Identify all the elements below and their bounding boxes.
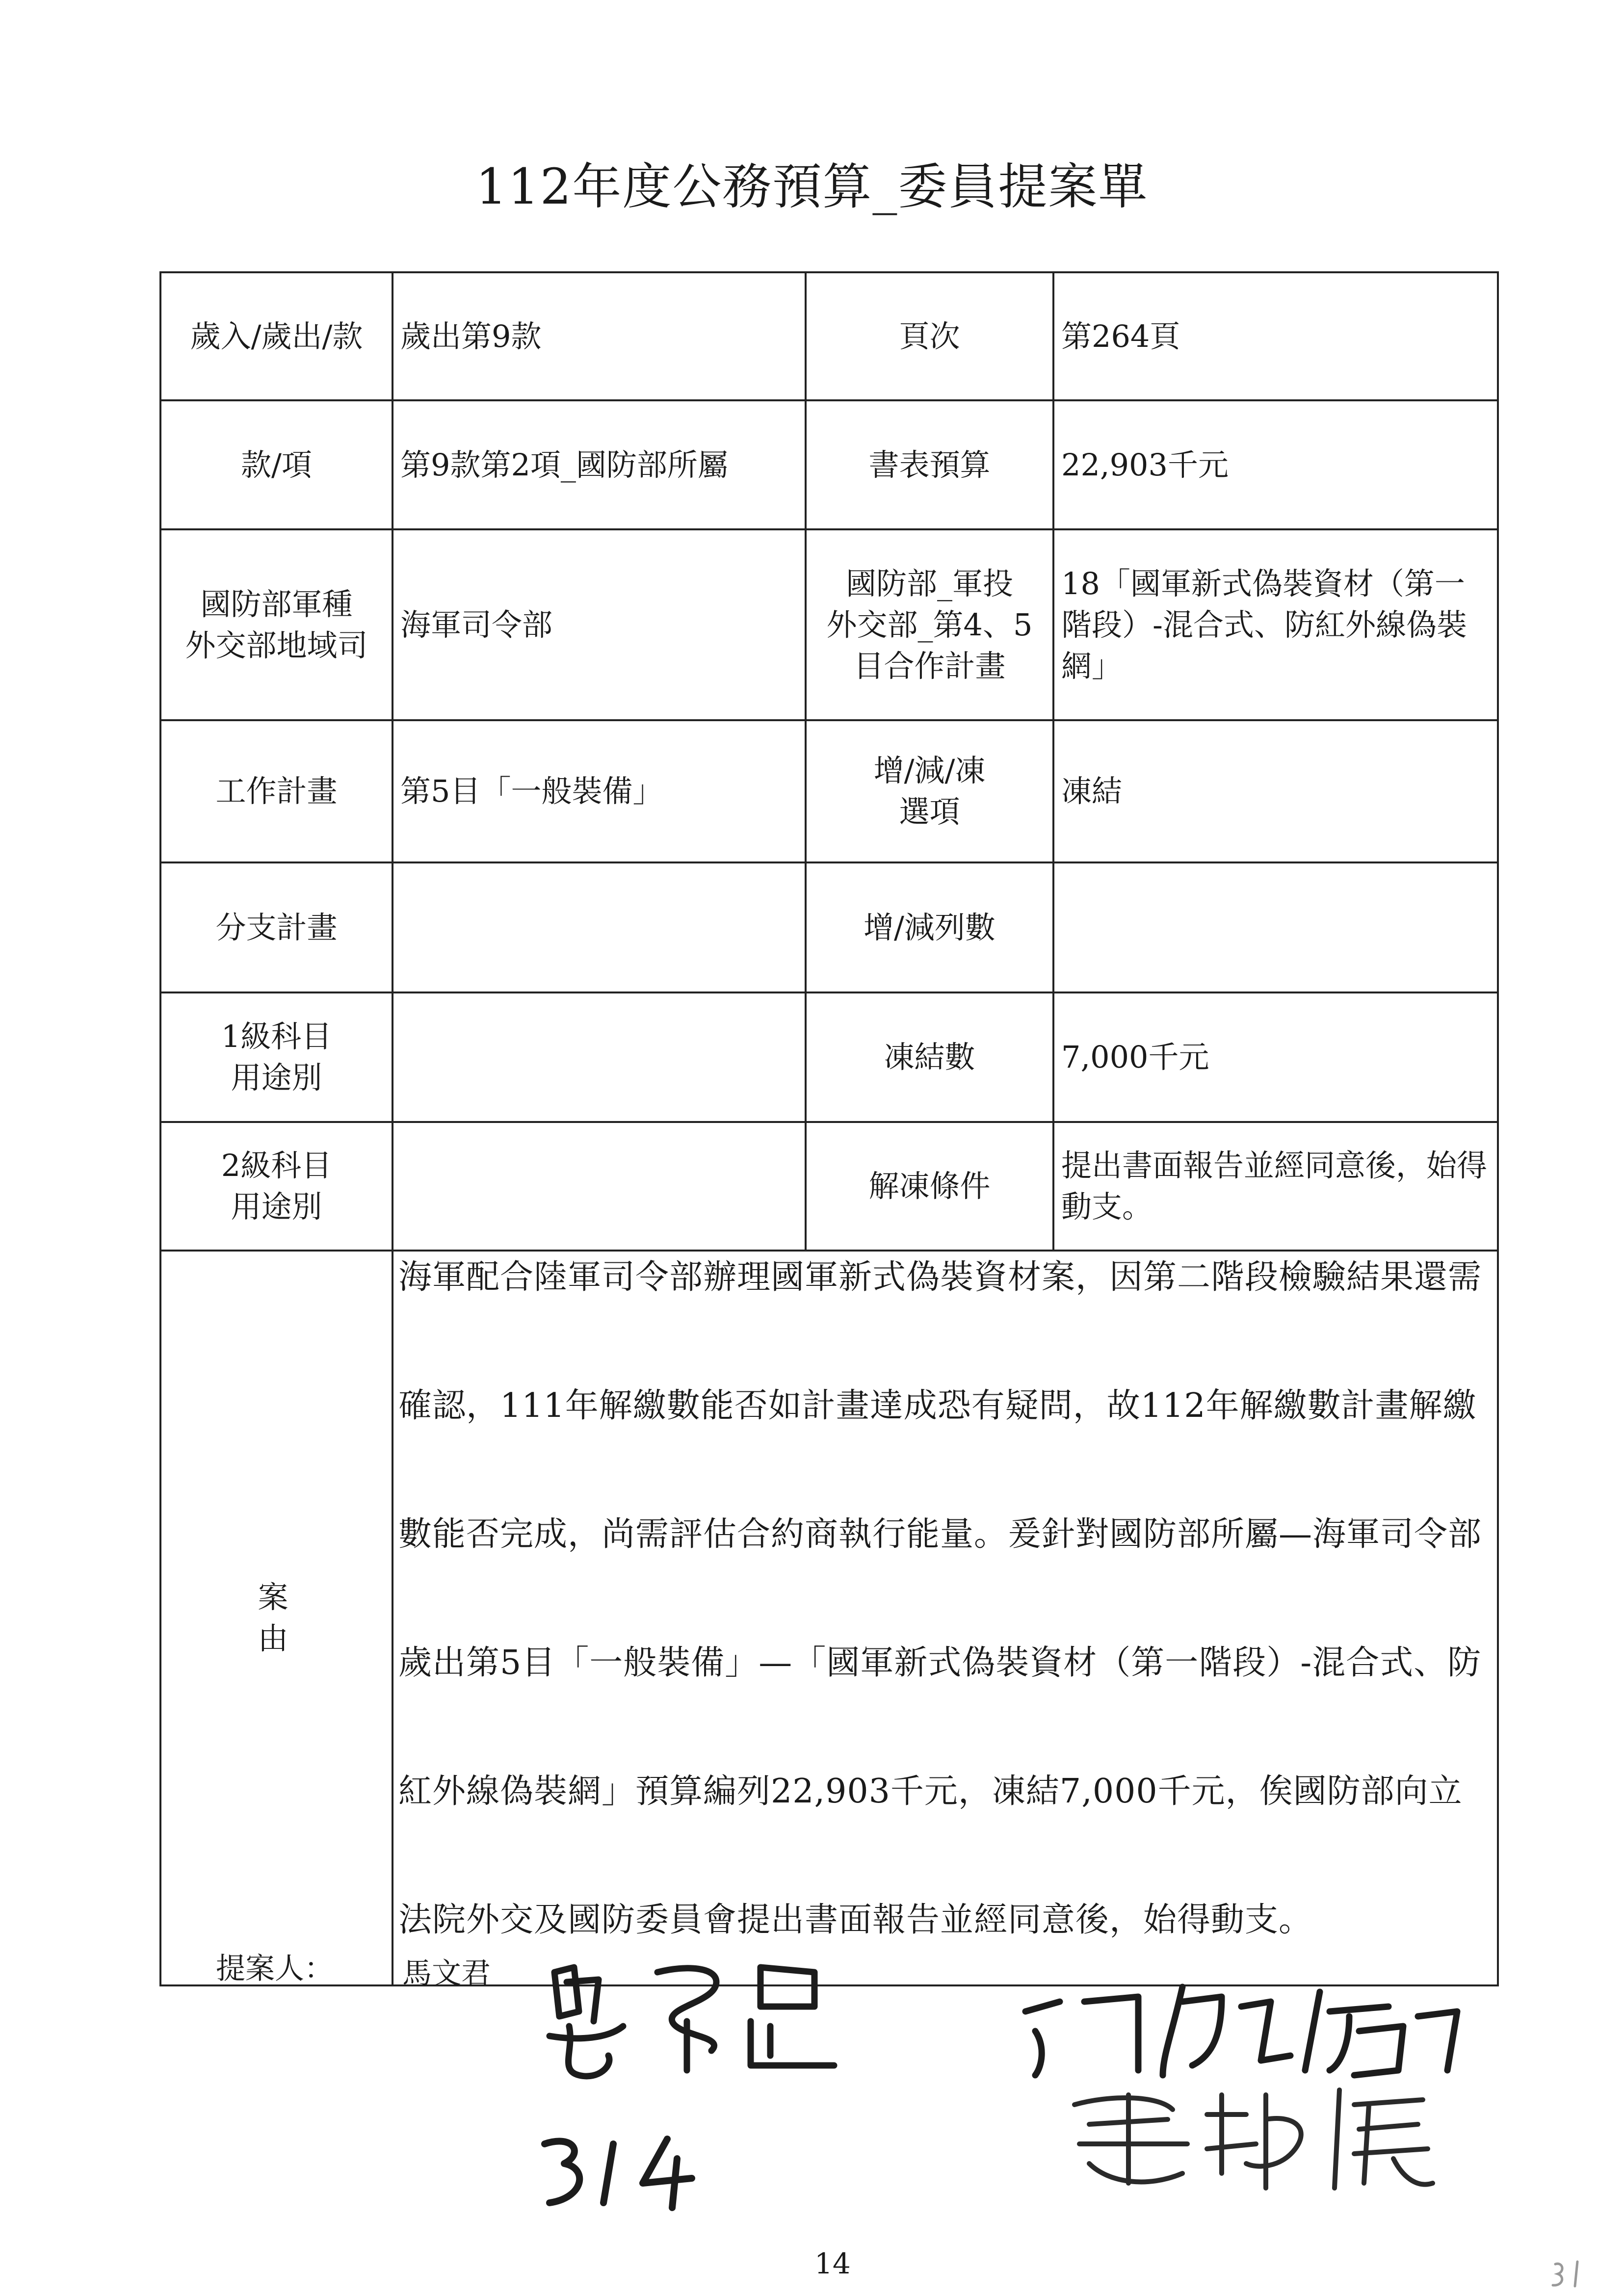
field-label: 解凍條件 bbox=[806, 1122, 1053, 1251]
signature-2 bbox=[1016, 1972, 1467, 2085]
field-value bbox=[393, 1122, 806, 1251]
field-value: 第9款第2項_國防部所屬 bbox=[393, 400, 806, 529]
field-label: 1級科目 用途別 bbox=[160, 992, 393, 1122]
field-label: 國防部軍種 外交部地域司 bbox=[160, 529, 393, 720]
form-row-unit bbox=[160, 529, 1498, 720]
field-value: 18「國軍新式偽裝資材（第一階段）-混合式、防紅外線偽裝網」 bbox=[1053, 529, 1498, 720]
signature-1 bbox=[540, 1953, 854, 2100]
field-label: 2級科目 用途別 bbox=[160, 1122, 393, 1251]
field-value: 海軍司令部 bbox=[393, 529, 806, 720]
field-label: 國防部_軍投 外交部_第4、5 目合作計畫 bbox=[806, 529, 1053, 720]
field-label: 增/減列數 bbox=[806, 862, 1053, 992]
form-row-item bbox=[160, 400, 1498, 529]
field-label: 書表預算 bbox=[806, 400, 1053, 529]
document-title: 112年度公務預算_委員提案單 bbox=[475, 158, 1149, 215]
field-label: 增/減/凍 選項 bbox=[806, 720, 1053, 862]
field-value bbox=[393, 862, 806, 992]
field-label: 歲入/歲出/款 bbox=[160, 272, 393, 400]
field-label: 款/項 bbox=[160, 400, 393, 529]
handwritten-number bbox=[530, 2134, 707, 2213]
reason-text: 海軍配合陸軍司令部辦理國軍新式偽裝資材案，因第二階段檢驗結果還需確認，111年解繳數能否如計畫達成恐有疑問，故112年解繳數計畫解繳數能否完成，尚需評估合約商執行能量。爰針對國防部所屬—海軍司令部歲出第5目「一般裝備」—「國軍新式偽裝資材（第一階段）-混合式、防紅外線偽裝網」預算編列22,903千元，凍結7,000千元，俟國防部向立法院外交及國防委員會提出書面報告並經同意後，始得動支。 bbox=[398, 1258, 1482, 1939]
field-value: 歲出第9款 bbox=[393, 272, 806, 400]
form-row-sub-plan bbox=[160, 862, 1498, 992]
field-label: 分支計畫 bbox=[160, 862, 393, 992]
corner-mark bbox=[1545, 2257, 1590, 2291]
field-value: 22,903千元 bbox=[1053, 400, 1498, 529]
field-value bbox=[393, 992, 806, 1122]
form-row-reason bbox=[160, 1251, 1498, 1985]
proposal-form-table bbox=[159, 271, 1499, 1986]
form-row-level2 bbox=[160, 1122, 1498, 1251]
form-row-level1 bbox=[160, 992, 1498, 1122]
signature-3 bbox=[1060, 2075, 1442, 2198]
proposer-label: 提案人： bbox=[216, 1952, 334, 1986]
field-label: 頁次 bbox=[806, 272, 1053, 400]
page-number: 14 bbox=[814, 2247, 851, 2280]
form-row-work-plan bbox=[160, 720, 1498, 862]
field-value: 第5目「一般裝備」 bbox=[393, 720, 806, 862]
form-row-category bbox=[160, 272, 1498, 400]
field-value: 第264頁 bbox=[1053, 272, 1498, 400]
field-value bbox=[1053, 862, 1498, 992]
reason-cell bbox=[393, 1251, 1498, 1985]
reason-label: 案由 bbox=[160, 1251, 393, 1985]
field-value: 凍結 bbox=[1053, 720, 1498, 862]
field-value: 7,000千元 bbox=[1053, 992, 1498, 1122]
field-label: 工作計畫 bbox=[160, 720, 393, 862]
proposer-name: 馬文君 bbox=[402, 1957, 491, 1991]
field-label: 凍結數 bbox=[806, 992, 1053, 1122]
field-value: 提出書面報告並經同意後，始得動支。 bbox=[1053, 1122, 1498, 1251]
